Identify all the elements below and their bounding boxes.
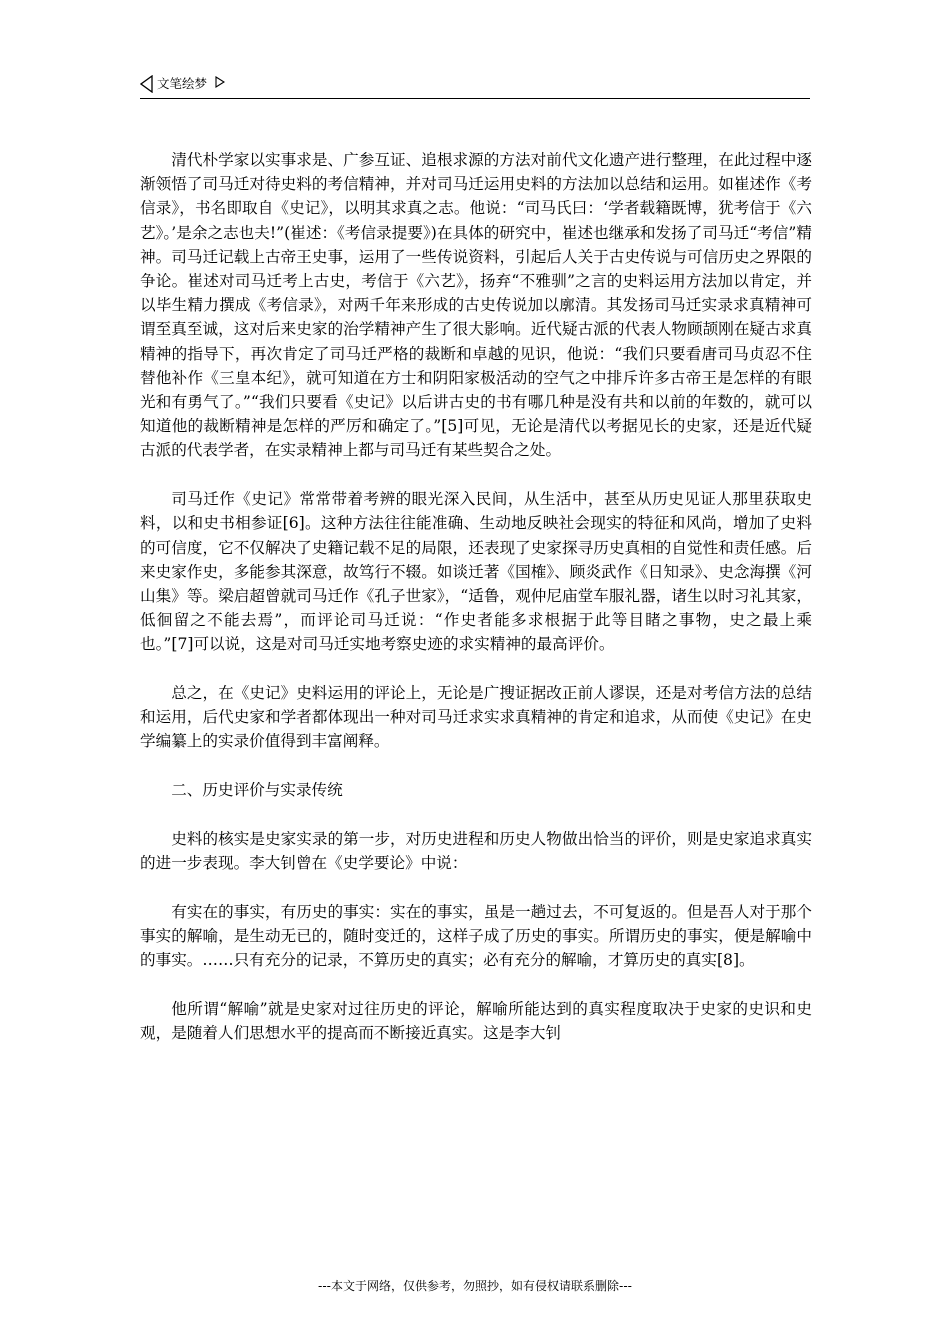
page-header (140, 70, 810, 99)
page-footer: ---本文于网络，仅供参考，勿照抄，如有侵权请联系删除--- (318, 1279, 632, 1293)
quotation: 有实在的事实，有历史的事实：实在的事实，虽是一趟过去，不可复返的。但是吾人对于那个事实的解喻，是生动无已的，随时变迁的，这样子成了历史的事实。所谓历史的事实，便是解喻中的事实。……只有充分的记录，不算历史的真实；必有充分的解喻，才算历史的真实[8]。 (140, 902, 812, 970)
section-heading: 二、历史评价与实录传统 (171, 781, 343, 800)
body-text (140, 148, 812, 1070)
brand (140, 73, 225, 95)
paragraph: 史料的核实是史家实录的第一步，对历史进程和历史人物做出恰当的评价，则是史家追求真实的进一步表现。李大钊曾在《史学要论》中说： (140, 829, 812, 873)
paragraph: 清代朴学家以实事求是、广参互证、追根求源的方法对前代文化遗产进行整理，在此过程中逐渐领悟了司马迁对待史料的考信精神，并对司马迁运用史料的方法加以总结和运用。如崔述作《考信录》，书名即取自《史记》，以明其求真之志。他说：“司马氏曰：‘学者载籍既博，犹考信于《六艺》。’是余之志也夫!”(崔述：《考信录提要》)在具体的研究中，崔述也继承和发扬了司马迁“考信”精神。司马迁记载上古帝王史事，运用了一些传说资料，引起后人关于古史传说与可信历史之界限的争论。崔述对司马迁考上古史，考信于《六艺》，扬弃“不雅驯”之言的史料运用方法加以肯定，并以毕生精力撰成《考信录》，对两千年来形成的古史传说加以廓清。其发扬司马迁实录求真精神可谓至真至诚，这对后来史家的治学精神产生了很大影响。近代疑古派的代表人物顾颉刚在疑古求真精神的指导下，再次肯定了司马迁严格的裁断和卓越的见识，他说：“我们只要看唐司马贞忍不住替他补作《三皇本纪》，就可知道在方士和阴阳家极活动的空气之中排斥许多古帝王是怎样的有眼光和有勇气了。”“我们只要看《史记》以后讲古史的书有哪几种是没有共和以前的年数的，就可以知道他的裁断精神是怎样的严厉和确定了。”[5]可见，无论是清代以考据见长的史家，还是近代疑古派的代表学者，在实录精神上都与司马迁有某些契合之处。 (140, 151, 812, 460)
paragraph: 司马迁作《史记》常常带着考辨的眼光深入民间，从生活中，甚至从历史见证人那里获取史料，以和史书相参证[6]。这种方法往往能准确、生动地反映社会现实的特征和风尚，增加了史料的可信度，它不仅解决了史籍记载不足的局限，还表现了史家探寻历史真相的自觉性和责任感。后来史家作史，多能参其深意，故笃行不辍。如谈迁著《国榷》、顾炎武作《日知录》、史念海撰《河山集》等。梁启超曾就司马迁作《孔子世家》，“适鲁，观仲尼庙堂车服礼器，诸生以时习礼其家，低徊留之不能去焉”，而评论司马迁说：“作史者能多求根据于此等目睹之事物，史之最上乘也。”[7]可以说，这是对司马迁实地考察史迹的求实精神的最高评价。 (140, 490, 812, 654)
paragraph: 总之，在《史记》史料运用的评论上，无论是广搜证据改正前人谬误，还是对考信方法的总结和运用，后代史家和学者都体现出一种对司马迁求实求真精神的肯定和追求，从而使《史记》在史学编纂上的实录价值得到丰富阐释。 (140, 684, 812, 751)
paragraph: 他所谓“解喻”就是史家对过往历史的评论，解喻所能达到的真实程度取决于史家的史识和史观，是随着人们思想水平的提高而不断接近真实。这是李大钊 (140, 999, 812, 1043)
triangle-right-icon (215, 76, 225, 88)
triangle-left-icon (140, 75, 153, 93)
brand-name: 文笔绘梦 (157, 76, 208, 91)
